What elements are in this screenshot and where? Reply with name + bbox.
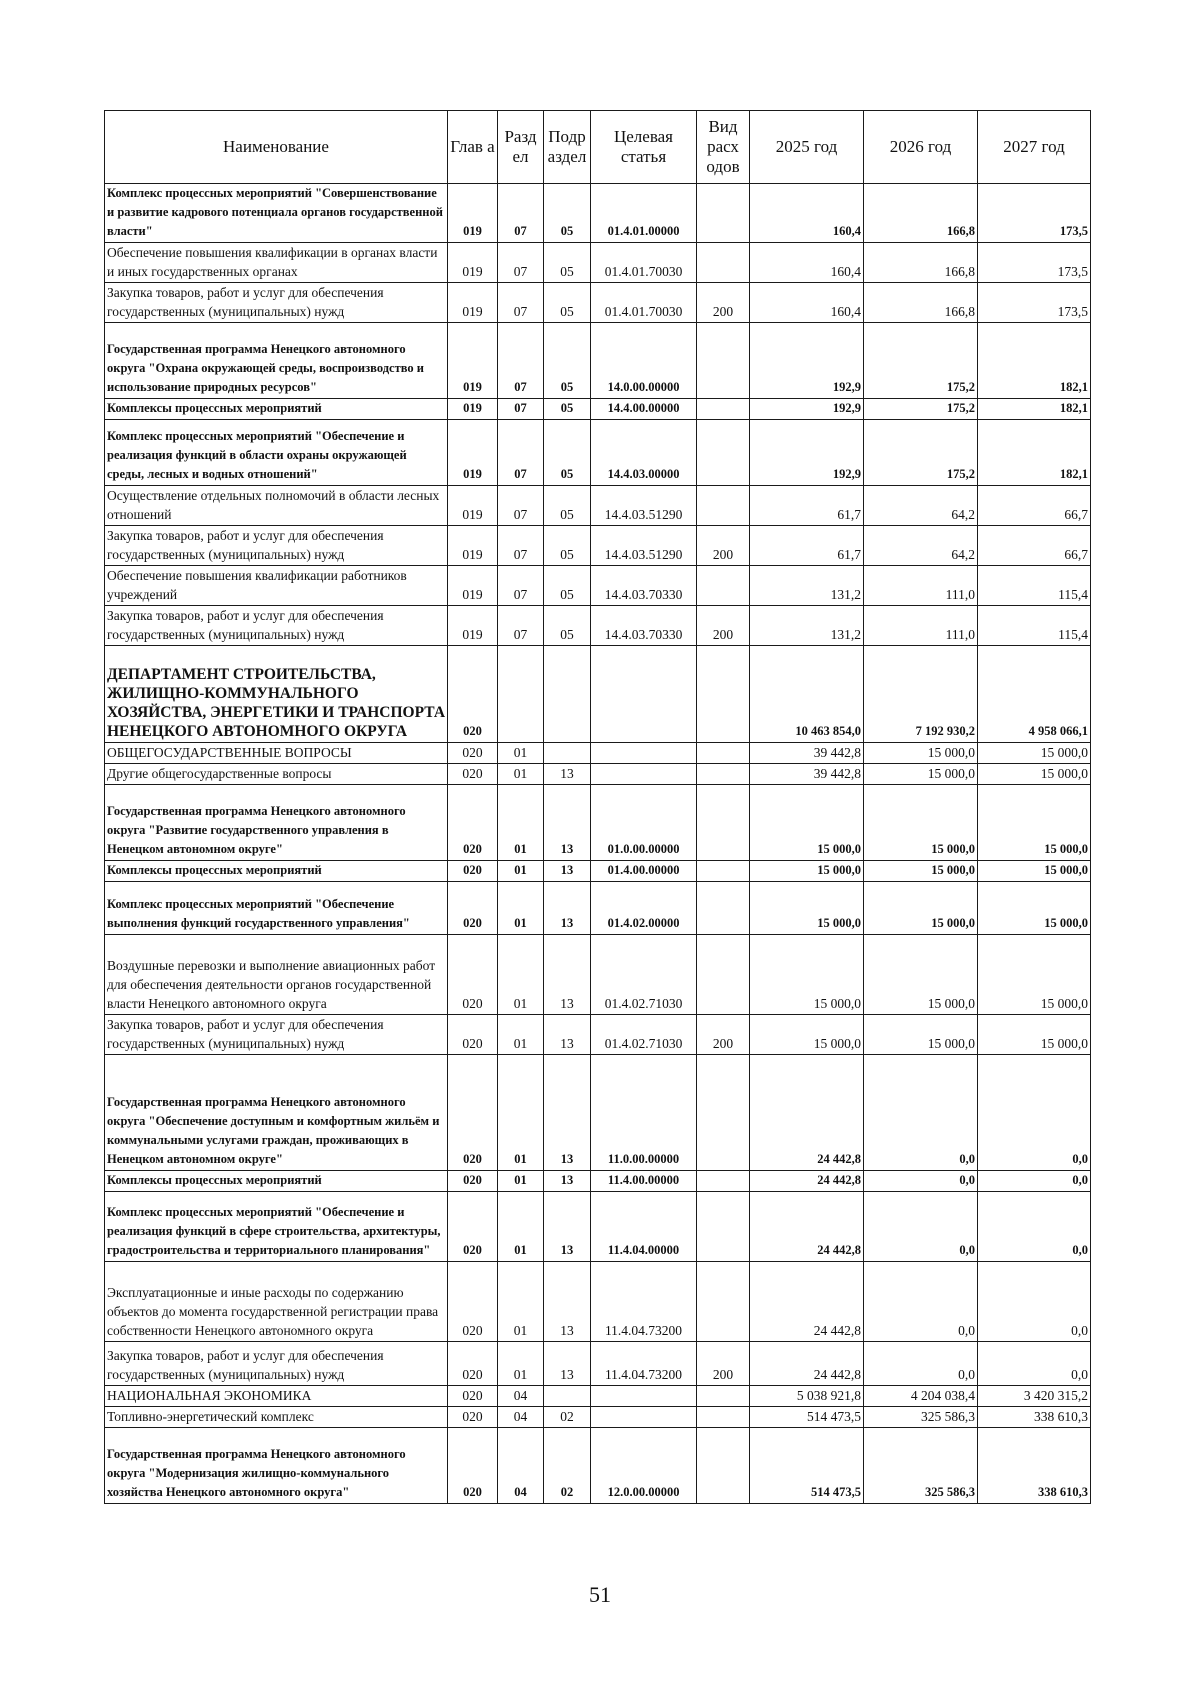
header-year-2025: 2025 год bbox=[750, 111, 864, 184]
table-row bbox=[105, 566, 1091, 606]
year-2026-cell: 15 000,0 bbox=[864, 1015, 978, 1055]
expense-type-cell bbox=[697, 1386, 750, 1407]
year-2026-cell: 0,0 bbox=[864, 1262, 978, 1342]
subsection-cell: 13 bbox=[544, 1262, 591, 1342]
target-article-cell bbox=[591, 764, 697, 785]
year-2027-cell: 15 000,0 bbox=[978, 935, 1091, 1015]
section-cell: 07 bbox=[498, 243, 544, 283]
year-2027-cell: 0,0 bbox=[978, 1342, 1091, 1386]
section-cell: 01 bbox=[498, 1015, 544, 1055]
subsection-cell: 13 bbox=[544, 1342, 591, 1386]
name-cell: Комплекс процессных мероприятий "Обеспечение выполнения функций государственного управления" bbox=[105, 882, 448, 935]
name-cell: Комплекс процессных мероприятий "Совершенствование и развитие кадрового потенциала органов государственной власти" bbox=[105, 184, 448, 243]
subsection-cell: 05 bbox=[544, 323, 591, 399]
year-2027-cell: 66,7 bbox=[978, 526, 1091, 566]
chapter-cell: 020 bbox=[448, 785, 498, 861]
chapter-cell: 020 bbox=[448, 1055, 498, 1171]
subsection-cell: 13 bbox=[544, 935, 591, 1015]
year-2026-cell: 325 586,3 bbox=[864, 1428, 978, 1504]
name-cell: Обеспечение повышения квалификации в органах власти и иных государственных органах bbox=[105, 243, 448, 283]
section-cell: 07 bbox=[498, 420, 544, 486]
year-2027-cell: 182,1 bbox=[978, 323, 1091, 399]
target-article-cell bbox=[591, 1386, 697, 1407]
target-article-cell: 01.4.02.00000 bbox=[591, 882, 697, 935]
subsection-cell: 05 bbox=[544, 566, 591, 606]
table-row bbox=[105, 785, 1091, 861]
chapter-cell: 020 bbox=[448, 764, 498, 785]
year-2027-cell: 15 000,0 bbox=[978, 882, 1091, 935]
section-cell: 01 bbox=[498, 935, 544, 1015]
target-article-cell: 11.4.00.00000 bbox=[591, 1171, 697, 1192]
name-cell: Закупка товаров, работ и услуг для обеспечения государственных (муниципальных) нужд bbox=[105, 526, 448, 566]
target-article-cell: 14.4.03.70330 bbox=[591, 566, 697, 606]
target-article-cell: 11.4.04.73200 bbox=[591, 1262, 697, 1342]
expense-type-cell bbox=[697, 486, 750, 526]
year-2025-cell: 15 000,0 bbox=[750, 1015, 864, 1055]
subsection-cell: 13 bbox=[544, 1055, 591, 1171]
chapter-cell: 019 bbox=[448, 243, 498, 283]
subsection-cell: 13 bbox=[544, 1015, 591, 1055]
year-2027-cell: 15 000,0 bbox=[978, 1015, 1091, 1055]
year-2025-cell: 24 442,8 bbox=[750, 1055, 864, 1171]
chapter-cell: 020 bbox=[448, 861, 498, 882]
table-row bbox=[105, 283, 1091, 323]
year-2025-cell: 160,4 bbox=[750, 283, 864, 323]
header-target-article: Целевая статья bbox=[591, 111, 697, 184]
year-2026-cell: 15 000,0 bbox=[864, 882, 978, 935]
year-2025-cell: 15 000,0 bbox=[750, 935, 864, 1015]
table-row bbox=[105, 399, 1091, 420]
section-cell: 01 bbox=[498, 1192, 544, 1262]
chapter-cell: 020 bbox=[448, 1386, 498, 1407]
subsection-cell: 05 bbox=[544, 283, 591, 323]
target-article-cell bbox=[591, 646, 697, 743]
chapter-cell: 020 bbox=[448, 743, 498, 764]
table-row bbox=[105, 861, 1091, 882]
expense-type-cell bbox=[697, 1407, 750, 1428]
year-2025-cell: 10 463 854,0 bbox=[750, 646, 864, 743]
year-2025-cell: 39 442,8 bbox=[750, 764, 864, 785]
year-2027-cell: 173,5 bbox=[978, 283, 1091, 323]
year-2027-cell: 115,4 bbox=[978, 566, 1091, 606]
expense-type-cell bbox=[697, 566, 750, 606]
table-row bbox=[105, 1171, 1091, 1192]
subsection-cell: 13 bbox=[544, 764, 591, 785]
table-body bbox=[105, 184, 1091, 1504]
year-2026-cell: 166,8 bbox=[864, 184, 978, 243]
year-2025-cell: 15 000,0 bbox=[750, 882, 864, 935]
chapter-cell: 019 bbox=[448, 323, 498, 399]
name-cell: Закупка товаров, работ и услуг для обеспечения государственных (муниципальных) нужд bbox=[105, 1015, 448, 1055]
expense-type-cell: 200 bbox=[697, 606, 750, 646]
header-section: Разд ел bbox=[498, 111, 544, 184]
table-row bbox=[105, 1015, 1091, 1055]
name-cell: Комплексы процессных мероприятий bbox=[105, 399, 448, 420]
expense-type-cell bbox=[697, 743, 750, 764]
table-row bbox=[105, 184, 1091, 243]
year-2026-cell: 15 000,0 bbox=[864, 785, 978, 861]
year-2027-cell: 0,0 bbox=[978, 1171, 1091, 1192]
target-article-cell: 14.4.03.70330 bbox=[591, 606, 697, 646]
table-row bbox=[105, 606, 1091, 646]
year-2025-cell: 5 038 921,8 bbox=[750, 1386, 864, 1407]
section-cell: 07 bbox=[498, 566, 544, 606]
year-2027-cell: 15 000,0 bbox=[978, 764, 1091, 785]
expense-type-cell: 200 bbox=[697, 526, 750, 566]
name-cell: Обеспечение повышения квалификации работников учреждений bbox=[105, 566, 448, 606]
year-2027-cell: 338 610,3 bbox=[978, 1428, 1091, 1504]
header-chapter: Глав а bbox=[448, 111, 498, 184]
section-cell: 01 bbox=[498, 1055, 544, 1171]
section-cell: 01 bbox=[498, 764, 544, 785]
section-cell: 07 bbox=[498, 526, 544, 566]
target-article-cell: 01.4.02.71030 bbox=[591, 935, 697, 1015]
subsection-cell bbox=[544, 743, 591, 764]
year-2025-cell: 61,7 bbox=[750, 486, 864, 526]
year-2025-cell: 15 000,0 bbox=[750, 861, 864, 882]
target-article-cell: 01.4.01.70030 bbox=[591, 283, 697, 323]
name-cell: Государственная программа Ненецкого автономного округа "Обеспечение доступным и комфортным жильём и коммунальными услугами граждан, проживающих в Ненецком автономном округе" bbox=[105, 1055, 448, 1171]
target-article-cell: 01.4.02.71030 bbox=[591, 1015, 697, 1055]
target-article-cell bbox=[591, 743, 697, 764]
table-row bbox=[105, 646, 1091, 743]
section-cell: 01 bbox=[498, 861, 544, 882]
chapter-cell: 019 bbox=[448, 526, 498, 566]
subsection-cell: 05 bbox=[544, 526, 591, 566]
section-cell: 01 bbox=[498, 1342, 544, 1386]
expense-type-cell bbox=[697, 646, 750, 743]
section-cell: 07 bbox=[498, 399, 544, 420]
name-cell: Эксплуатационные и иные расходы по содержанию объектов до момента государственной регистрации права собственности Ненецкого автономного округа bbox=[105, 1262, 448, 1342]
header-year-2026: 2026 год bbox=[864, 111, 978, 184]
target-article-cell: 14.0.00.00000 bbox=[591, 323, 697, 399]
subsection-cell: 05 bbox=[544, 606, 591, 646]
chapter-cell: 019 bbox=[448, 283, 498, 323]
expense-type-cell bbox=[697, 935, 750, 1015]
table-row bbox=[105, 764, 1091, 785]
expense-type-cell bbox=[697, 1055, 750, 1171]
section-cell: 04 bbox=[498, 1407, 544, 1428]
name-cell: Закупка товаров, работ и услуг для обеспечения государственных (муниципальных) нужд bbox=[105, 1342, 448, 1386]
chapter-cell: 019 bbox=[448, 486, 498, 526]
year-2026-cell: 325 586,3 bbox=[864, 1407, 978, 1428]
expense-type-cell: 200 bbox=[697, 283, 750, 323]
chapter-cell: 019 bbox=[448, 420, 498, 486]
year-2026-cell: 166,8 bbox=[864, 243, 978, 283]
target-article-cell: 01.0.00.00000 bbox=[591, 785, 697, 861]
table-row bbox=[105, 882, 1091, 935]
name-cell: Закупка товаров, работ и услуг для обеспечения государственных (муниципальных) нужд bbox=[105, 606, 448, 646]
header-expense-type: Вид расх одов bbox=[697, 111, 750, 184]
year-2026-cell: 15 000,0 bbox=[864, 861, 978, 882]
name-cell: Комплекс процессных мероприятий "Обеспечение и реализация функций в сфере строительства, архитектуры, градостроительства и территориального планирования" bbox=[105, 1192, 448, 1262]
year-2027-cell: 0,0 bbox=[978, 1262, 1091, 1342]
expense-type-cell bbox=[697, 1192, 750, 1262]
target-article-cell: 01.4.01.70030 bbox=[591, 243, 697, 283]
expense-type-cell bbox=[697, 764, 750, 785]
expense-type-cell bbox=[697, 1428, 750, 1504]
subsection-cell: 02 bbox=[544, 1428, 591, 1504]
name-cell: Воздушные перевозки и выполнение авиационных работ для обеспечения деятельности органов государственной власти Ненецкого автономного округа bbox=[105, 935, 448, 1015]
year-2026-cell: 15 000,0 bbox=[864, 935, 978, 1015]
table-row bbox=[105, 486, 1091, 526]
year-2026-cell: 166,8 bbox=[864, 283, 978, 323]
expense-type-cell bbox=[697, 1171, 750, 1192]
expense-type-cell bbox=[697, 882, 750, 935]
target-article-cell: 11.4.04.73200 bbox=[591, 1342, 697, 1386]
table-row bbox=[105, 1386, 1091, 1407]
chapter-cell: 020 bbox=[448, 882, 498, 935]
year-2026-cell: 64,2 bbox=[864, 486, 978, 526]
target-article-cell: 12.0.00.00000 bbox=[591, 1428, 697, 1504]
table-row bbox=[105, 243, 1091, 283]
year-2026-cell: 4 204 038,4 bbox=[864, 1386, 978, 1407]
table-row bbox=[105, 935, 1091, 1015]
header-year-2027: 2027 год bbox=[978, 111, 1091, 184]
expense-type-cell bbox=[697, 420, 750, 486]
expense-type-cell bbox=[697, 861, 750, 882]
name-cell: НАЦИОНАЛЬНАЯ ЭКОНОМИКА bbox=[105, 1386, 448, 1407]
target-article-cell: 14.4.03.00000 bbox=[591, 420, 697, 486]
table-row bbox=[105, 1342, 1091, 1386]
chapter-cell: 019 bbox=[448, 184, 498, 243]
section-cell: 07 bbox=[498, 184, 544, 243]
section-cell: 01 bbox=[498, 1262, 544, 1342]
year-2025-cell: 61,7 bbox=[750, 526, 864, 566]
subsection-cell: 13 bbox=[544, 1171, 591, 1192]
year-2027-cell: 115,4 bbox=[978, 606, 1091, 646]
section-cell bbox=[498, 646, 544, 743]
name-cell: ОБЩЕГОСУДАРСТВЕННЫЕ ВОПРОСЫ bbox=[105, 743, 448, 764]
table-row bbox=[105, 1262, 1091, 1342]
header-subsection: Подр аздел bbox=[544, 111, 591, 184]
chapter-cell: 020 bbox=[448, 1428, 498, 1504]
year-2025-cell: 514 473,5 bbox=[750, 1428, 864, 1504]
year-2026-cell: 175,2 bbox=[864, 420, 978, 486]
year-2026-cell: 175,2 bbox=[864, 399, 978, 420]
target-article-cell: 01.4.01.00000 bbox=[591, 184, 697, 243]
table-row bbox=[105, 1192, 1091, 1262]
year-2026-cell: 15 000,0 bbox=[864, 743, 978, 764]
year-2025-cell: 192,9 bbox=[750, 323, 864, 399]
table-row bbox=[105, 743, 1091, 764]
section-cell: 04 bbox=[498, 1428, 544, 1504]
year-2027-cell: 182,1 bbox=[978, 420, 1091, 486]
year-2025-cell: 192,9 bbox=[750, 399, 864, 420]
name-cell: Комплекс процессных мероприятий "Обеспечение и реализация функций в области охраны окружающей среды, лесных и водных отношений" bbox=[105, 420, 448, 486]
year-2025-cell: 160,4 bbox=[750, 184, 864, 243]
subsection-cell: 13 bbox=[544, 1192, 591, 1262]
expense-type-cell: 200 bbox=[697, 1015, 750, 1055]
budget-table bbox=[104, 110, 1091, 1504]
section-cell: 01 bbox=[498, 1171, 544, 1192]
subsection-cell bbox=[544, 646, 591, 743]
table-row bbox=[105, 526, 1091, 566]
section-cell: 07 bbox=[498, 283, 544, 323]
header-name: Наименование bbox=[105, 111, 448, 184]
year-2026-cell: 64,2 bbox=[864, 526, 978, 566]
chapter-cell: 020 bbox=[448, 1342, 498, 1386]
table-row bbox=[105, 1428, 1091, 1504]
year-2027-cell: 338 610,3 bbox=[978, 1407, 1091, 1428]
name-cell: Комплексы процессных мероприятий bbox=[105, 861, 448, 882]
year-2025-cell: 514 473,5 bbox=[750, 1407, 864, 1428]
year-2025-cell: 24 442,8 bbox=[750, 1342, 864, 1386]
expense-type-cell bbox=[697, 184, 750, 243]
target-article-cell: 11.4.04.00000 bbox=[591, 1192, 697, 1262]
year-2025-cell: 192,9 bbox=[750, 420, 864, 486]
year-2027-cell: 0,0 bbox=[978, 1192, 1091, 1262]
target-article-cell: 11.0.00.00000 bbox=[591, 1055, 697, 1171]
chapter-cell: 020 bbox=[448, 1171, 498, 1192]
year-2026-cell: 111,0 bbox=[864, 566, 978, 606]
section-cell: 07 bbox=[498, 323, 544, 399]
name-cell: Государственная программа Ненецкого автономного округа "Модернизация жилищно-коммунального хозяйства Ненецкого автономного округа" bbox=[105, 1428, 448, 1504]
subsection-cell: 13 bbox=[544, 882, 591, 935]
table-row bbox=[105, 420, 1091, 486]
year-2026-cell: 111,0 bbox=[864, 606, 978, 646]
year-2026-cell: 7 192 930,2 bbox=[864, 646, 978, 743]
subsection-cell: 13 bbox=[544, 861, 591, 882]
chapter-cell: 020 bbox=[448, 1262, 498, 1342]
chapter-cell: 019 bbox=[448, 399, 498, 420]
subsection-cell: 05 bbox=[544, 399, 591, 420]
subsection-cell: 05 bbox=[544, 486, 591, 526]
target-article-cell: 14.4.00.00000 bbox=[591, 399, 697, 420]
year-2025-cell: 24 442,8 bbox=[750, 1262, 864, 1342]
table-row bbox=[105, 1055, 1091, 1171]
year-2026-cell: 15 000,0 bbox=[864, 764, 978, 785]
page-number: 51 bbox=[589, 1582, 611, 1607]
section-cell: 01 bbox=[498, 882, 544, 935]
year-2025-cell: 160,4 bbox=[750, 243, 864, 283]
expense-type-cell: 200 bbox=[697, 1342, 750, 1386]
name-cell: Государственная программа Ненецкого автономного округа "Развитие государственного управления в Ненецком автономном округе" bbox=[105, 785, 448, 861]
section-cell: 01 bbox=[498, 785, 544, 861]
year-2027-cell: 15 000,0 bbox=[978, 785, 1091, 861]
name-cell: Топливно-энергетический комплекс bbox=[105, 1407, 448, 1428]
chapter-cell: 020 bbox=[448, 1192, 498, 1262]
name-cell: ДЕПАРТАМЕНТ СТРОИТЕЛЬСТВА, ЖИЛИЩНО-КОММУНАЛЬНОГО ХОЗЯЙСТВА, ЭНЕРГЕТИКИ И ТРАНСПОРТА НЕНЕЦКОГО АВТОНОМНОГО ОКРУГА bbox=[105, 646, 448, 743]
year-2025-cell: 15 000,0 bbox=[750, 785, 864, 861]
year-2027-cell: 66,7 bbox=[978, 486, 1091, 526]
table-header-row bbox=[105, 111, 1091, 184]
year-2025-cell: 24 442,8 bbox=[750, 1192, 864, 1262]
subsection-cell: 02 bbox=[544, 1407, 591, 1428]
subsection-cell: 05 bbox=[544, 243, 591, 283]
section-cell: 07 bbox=[498, 606, 544, 646]
year-2026-cell: 0,0 bbox=[864, 1055, 978, 1171]
name-cell: Другие общегосударственные вопросы bbox=[105, 764, 448, 785]
year-2027-cell: 173,5 bbox=[978, 243, 1091, 283]
subsection-cell bbox=[544, 1386, 591, 1407]
year-2027-cell: 15 000,0 bbox=[978, 861, 1091, 882]
year-2025-cell: 24 442,8 bbox=[750, 1171, 864, 1192]
chapter-cell: 019 bbox=[448, 606, 498, 646]
year-2027-cell: 182,1 bbox=[978, 399, 1091, 420]
subsection-cell: 05 bbox=[544, 420, 591, 486]
expense-type-cell bbox=[697, 1262, 750, 1342]
year-2027-cell: 3 420 315,2 bbox=[978, 1386, 1091, 1407]
expense-type-cell bbox=[697, 243, 750, 283]
year-2025-cell: 39 442,8 bbox=[750, 743, 864, 764]
year-2027-cell: 4 958 066,1 bbox=[978, 646, 1091, 743]
year-2026-cell: 0,0 bbox=[864, 1192, 978, 1262]
subsection-cell: 13 bbox=[544, 785, 591, 861]
expense-type-cell bbox=[697, 785, 750, 861]
expense-type-cell bbox=[697, 399, 750, 420]
section-cell: 01 bbox=[498, 743, 544, 764]
year-2027-cell: 173,5 bbox=[978, 184, 1091, 243]
table-row bbox=[105, 1407, 1091, 1428]
year-2026-cell: 175,2 bbox=[864, 323, 978, 399]
name-cell: Осуществление отдельных полномочий в области лесных отношений bbox=[105, 486, 448, 526]
name-cell: Комплексы процессных мероприятий bbox=[105, 1171, 448, 1192]
target-article-cell bbox=[591, 1407, 697, 1428]
name-cell: Государственная программа Ненецкого автономного округа "Охрана окружающей среды, воспроизводство и использование природных ресурсов" bbox=[105, 323, 448, 399]
year-2025-cell: 131,2 bbox=[750, 566, 864, 606]
target-article-cell: 14.4.03.51290 bbox=[591, 526, 697, 566]
year-2026-cell: 0,0 bbox=[864, 1171, 978, 1192]
section-cell: 04 bbox=[498, 1386, 544, 1407]
name-cell: Закупка товаров, работ и услуг для обеспечения государственных (муниципальных) нужд bbox=[105, 283, 448, 323]
year-2027-cell: 15 000,0 bbox=[978, 743, 1091, 764]
chapter-cell: 020 bbox=[448, 1015, 498, 1055]
target-article-cell: 01.4.00.00000 bbox=[591, 861, 697, 882]
year-2027-cell: 0,0 bbox=[978, 1055, 1091, 1171]
chapter-cell: 019 bbox=[448, 566, 498, 606]
subsection-cell: 05 bbox=[544, 184, 591, 243]
chapter-cell: 020 bbox=[448, 935, 498, 1015]
target-article-cell: 14.4.03.51290 bbox=[591, 486, 697, 526]
section-cell: 07 bbox=[498, 486, 544, 526]
table-row bbox=[105, 323, 1091, 399]
expense-type-cell bbox=[697, 323, 750, 399]
year-2026-cell: 0,0 bbox=[864, 1342, 978, 1386]
chapter-cell: 020 bbox=[448, 646, 498, 743]
year-2025-cell: 131,2 bbox=[750, 606, 864, 646]
chapter-cell: 020 bbox=[448, 1407, 498, 1428]
